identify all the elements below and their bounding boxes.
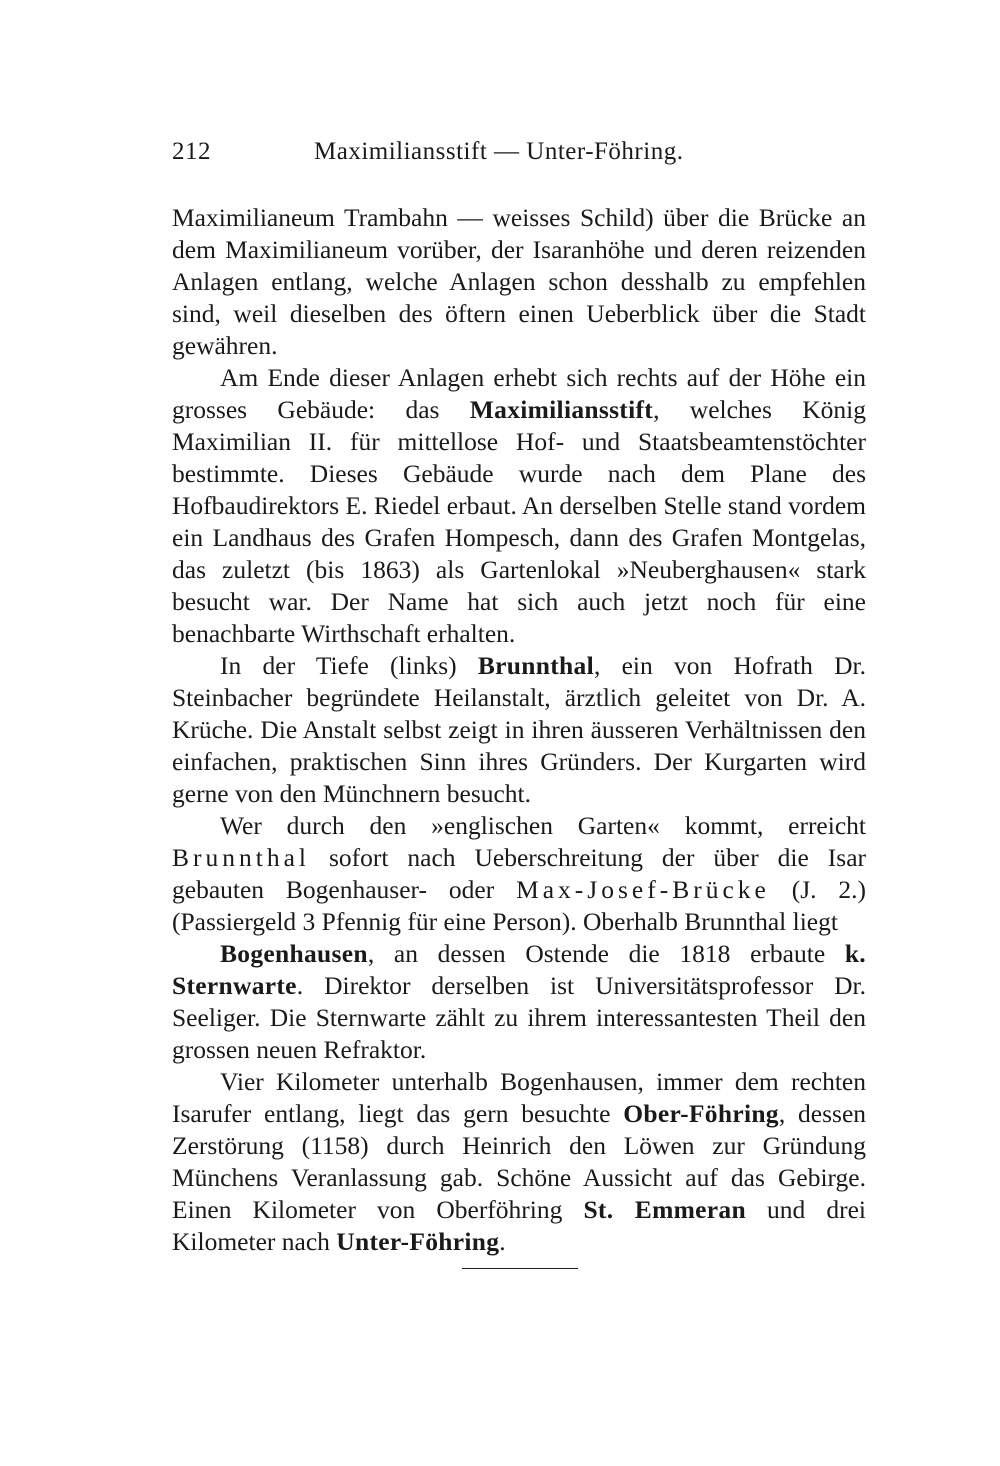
paragraph: [172, 202, 866, 362]
text-run: , dessen Zerstörung (1158) durch Heinrich den Löwen zur Gründung Münchens Veranlassung gab. Schöne Aussicht auf das Gebirge. Einen Kilometer von Oberföhring: [172, 1099, 867, 1224]
page-number: 212: [172, 138, 211, 165]
text-run: Am Ende dieser Anlagen erhebt sich rechts auf der Höhe ein grosses Gebäude: das: [172, 363, 866, 424]
paragraph: [172, 650, 866, 810]
text-run: und drei Kilometer nach: [172, 1195, 866, 1256]
paragraph: [172, 810, 866, 938]
text-run: . Direktor derselben ist Universitätsprofessor Dr. Seeliger. Die Sternwarte zählt zu ihrem interessantesten Theil den grossen neuen Refraktor.: [172, 971, 866, 1064]
spaced-text: Brunnthal: [172, 843, 310, 872]
text-run: sofort nach Ueberschreitung der über die Isar gebauten Bogenhauser- oder: [172, 843, 866, 904]
section-end-rule: [462, 1268, 578, 1269]
place-name-bold: St. Emmeran: [583, 1195, 746, 1224]
running-head: [172, 138, 866, 178]
place-name-bold: k. Sternwarte: [172, 939, 866, 1000]
paragraph: [172, 1066, 866, 1258]
body-text: [172, 202, 866, 1258]
place-name-bold: Maximiliansstift: [469, 395, 654, 424]
running-title: Maximiliansstift — Unter-Föhring.: [314, 138, 684, 165]
text-run: , an dessen Ostende die 1818 erbaute: [367, 939, 845, 968]
text-run: (J. 2.) (Passiergeld 3 Pfennig für eine Person). Oberhalb Brunnthal liegt: [172, 875, 866, 936]
text-run: , ein von Hofrath Dr. Steinbacher begründete Heilanstalt, ärztlich geleitet von Dr. A. Krüche. Die Anstalt selbst zeigt in ihren äusseren Verhältnissen den einfachen, praktischen Sinn ihres Gründers. Der Kurgarten wird gerne von den Münchnern besucht.: [172, 651, 866, 808]
place-name-bold: Ober-Föhring: [623, 1099, 779, 1128]
text-run: Maximilianeum Trambahn — weisses Schild) über die Brücke an dem Maximilianeum vorüber, der Isaranhöhe und deren reizenden Anlagen entlang, welche Anlagen schon desshalb zu empfehlen sind, weil dieselben des öftern einen Ueberblick über die Stadt gewähren.: [172, 203, 866, 360]
place-name-bold: Brunnthal: [477, 651, 594, 680]
text-run: In der Tiefe (links): [220, 651, 478, 680]
paragraph: [172, 362, 866, 650]
text-run: .: [499, 1227, 506, 1256]
book-page: [172, 138, 866, 1258]
spaced-text: Max-Josef-Brücke: [516, 875, 770, 904]
text-run: Vier Kilometer unterhalb Bogenhausen, immer dem rechten Isarufer entlang, liegt das gern besuchte: [172, 1067, 866, 1128]
text-run: , welches König Maximilian II. für mittellose Hof- und Staatsbeamtenstöchter bestimmte. Dieses Gebäude wurde nach dem Plane des Hofbaudirektors E. Riedel erbaut. An derselben Stelle stand vordem ein Landhaus des Grafen Hompesch, dann des Grafen Montgelas, das zuletzt (bis 1863) als Gartenlokal »Neuberghausen« stark besucht war. Der Name hat sich auch jetzt noch für eine benachbarte Wirthschaft erhalten.: [172, 395, 866, 648]
text-run: Wer durch den »englischen Garten« kommt, erreicht: [220, 811, 866, 840]
paragraph: [172, 938, 866, 1066]
place-name-bold: Bogenhausen: [220, 939, 368, 968]
place-name-bold: Unter-Föhring: [336, 1227, 500, 1256]
